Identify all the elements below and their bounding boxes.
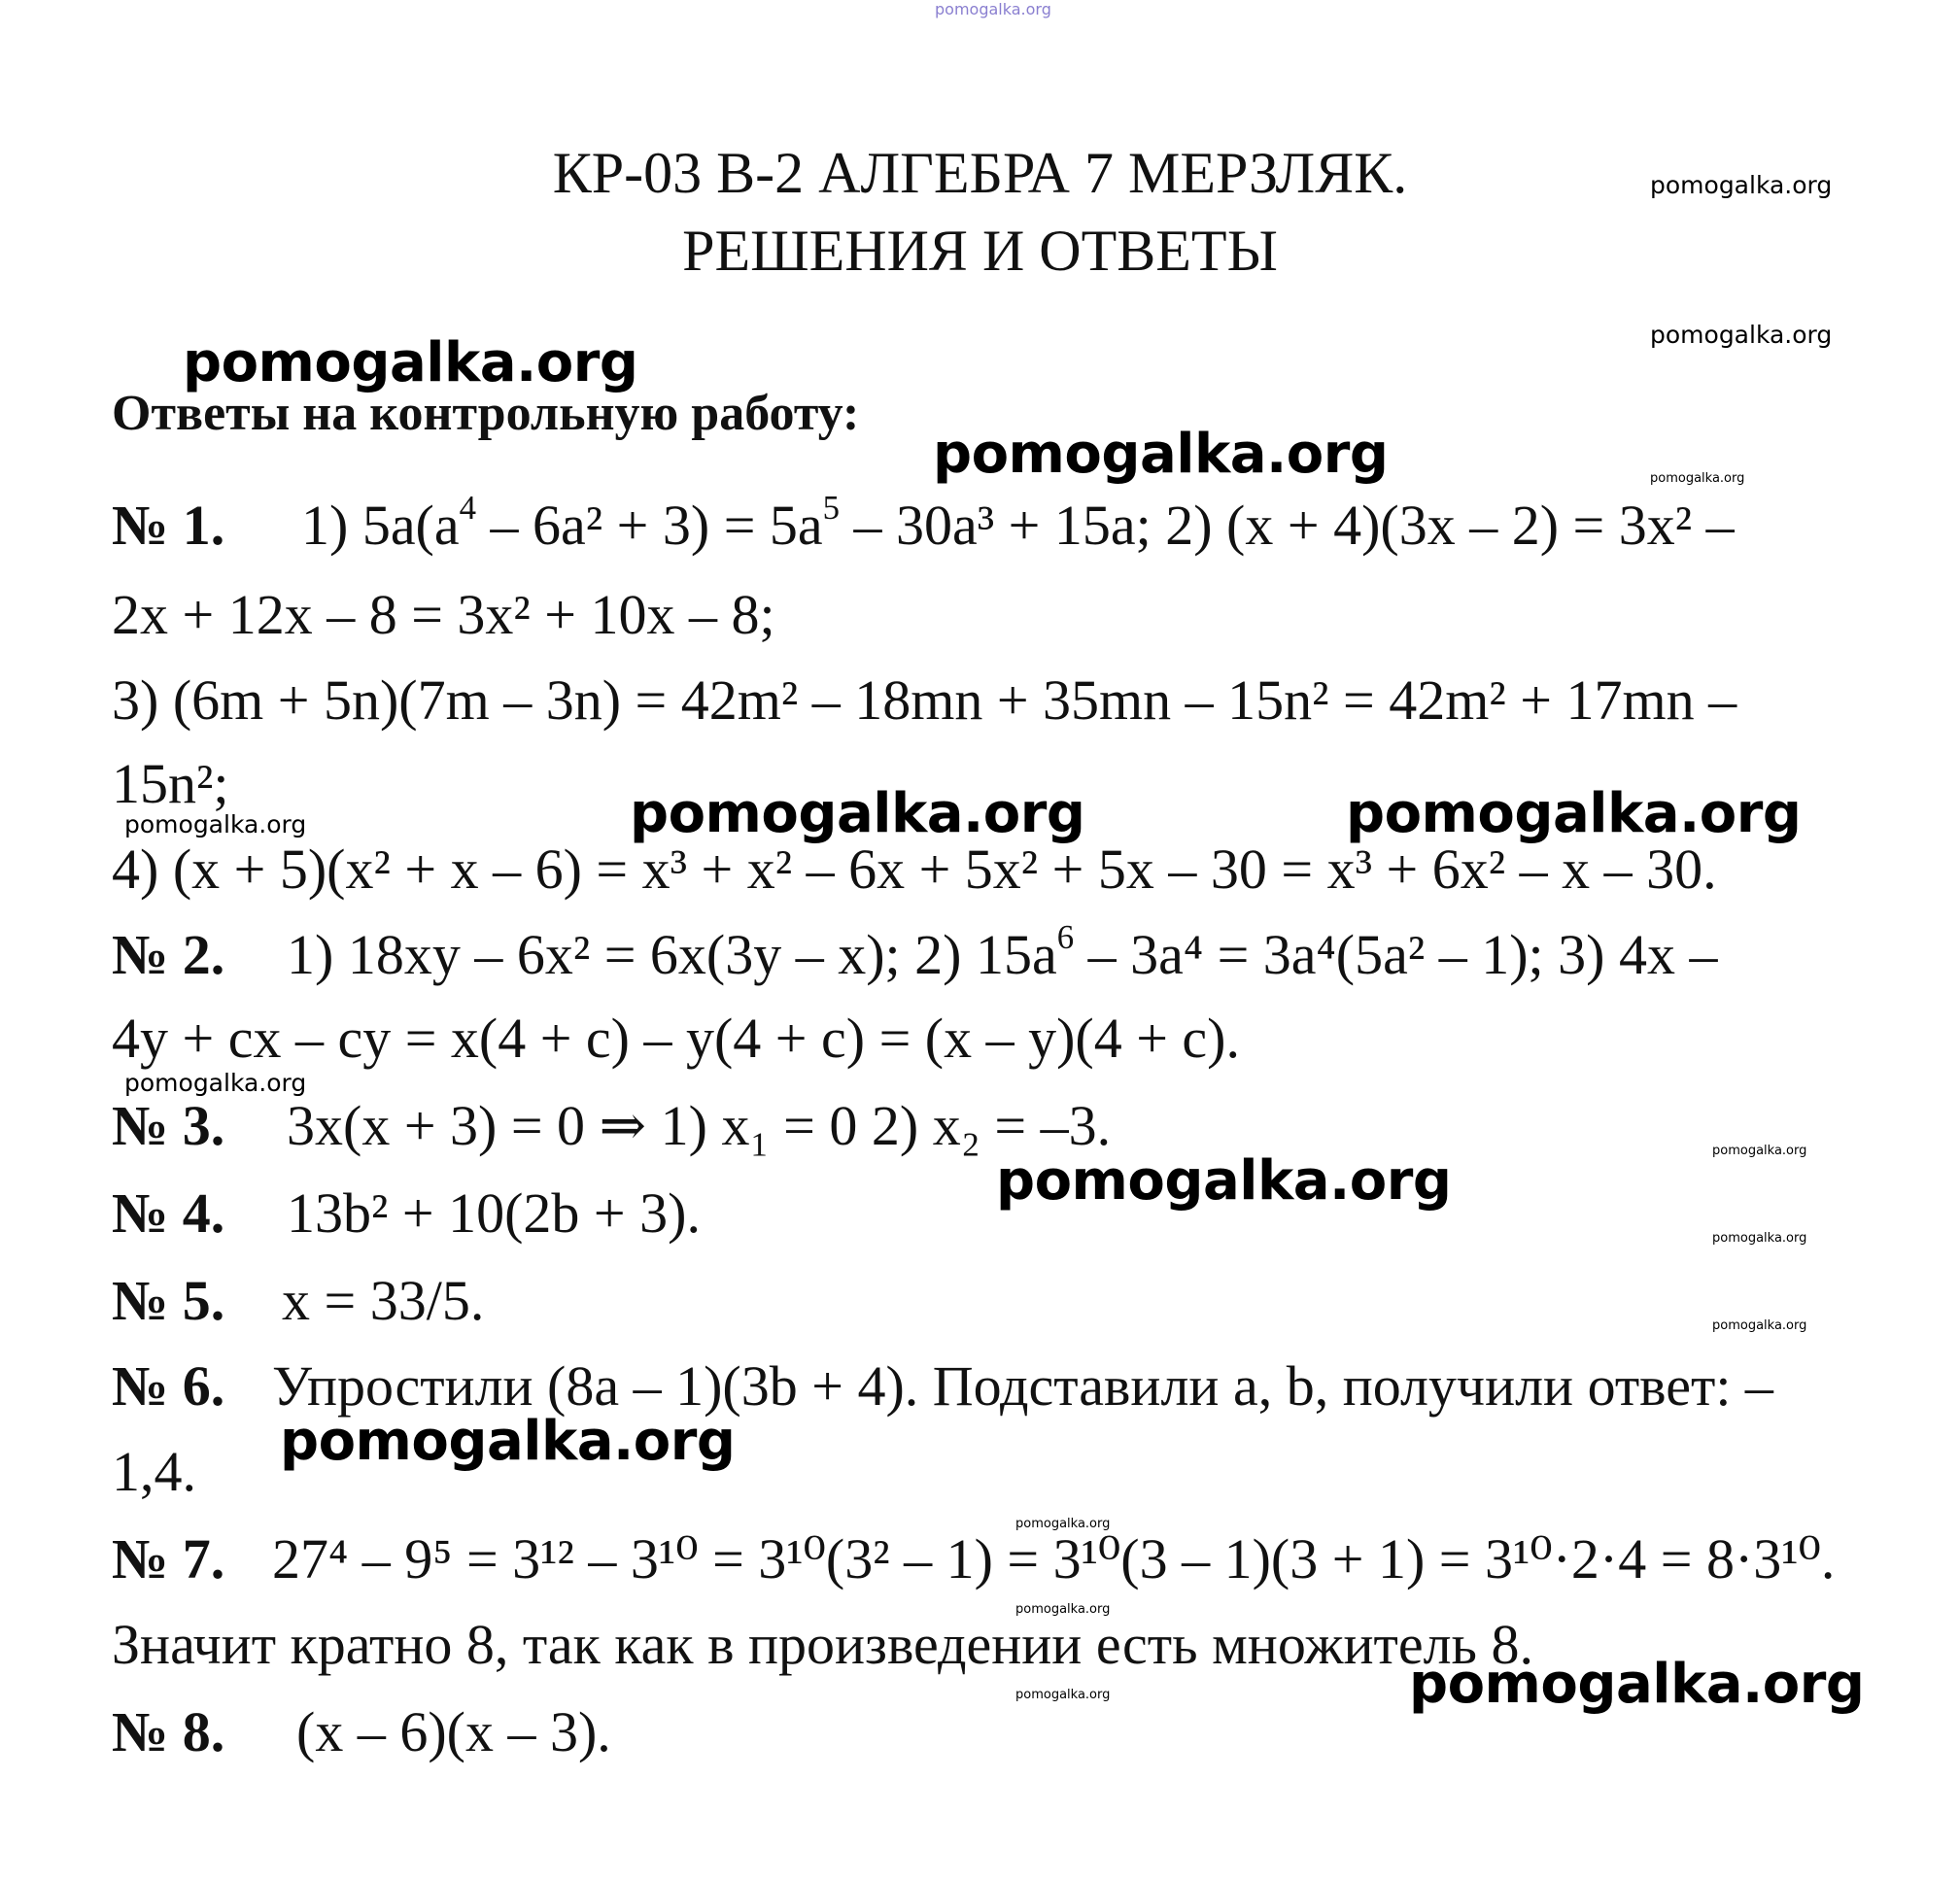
watermark: pomogalka.org <box>630 782 1085 845</box>
answer-number: № 7. <box>112 1527 225 1590</box>
watermark: pomogalka.org <box>1409 1653 1865 1716</box>
answer-1-line-5: 4) (x + 5)(x² + x – 6) = x³ + x² – 6x + 5x² + 5x – 30 = x³ + 6x² – x – 30. <box>112 838 1717 901</box>
watermark: pomogalka.org <box>996 1149 1452 1213</box>
answer-number: № 6. <box>112 1354 225 1418</box>
answers-heading: Ответы на контрольную работу: <box>112 386 860 441</box>
answer-4: № 4. 13b² + 10(2b + 3). <box>112 1181 701 1245</box>
watermark: pomogalka.org <box>1015 1602 1111 1617</box>
answer-7-line-1: № 7. 27⁴ – 9⁵ = 3¹² – 3¹⁰ = 3¹⁰(3² – 1) = 3¹⁰(3 – 1)(3 + 1) = 3¹⁰·2·4 = 8·3¹⁰. <box>112 1527 1836 1590</box>
answer-1-line-2: 2x + 12x – 8 = 3x² + 10x – 8; <box>112 583 775 646</box>
answer-number: № 1. <box>112 494 225 557</box>
answer-1-line-1: № 1. 1) $5a(a^4 - 6a^2 + 3) = 5a^5 - 30a^3 + 15a$; 2) (x + 4)(3x – 2) = 3x² – <box>112 488 1735 557</box>
watermark: pomogalka.org <box>1712 1144 1807 1158</box>
watermark: pomogalka.org <box>1650 171 1833 199</box>
answer-5: № 5. x = 33/5. <box>112 1269 485 1332</box>
answer-2-line-1: № 2. 1) 18xy – 6x² = 6x(3y – x); 2) $15a^6 - 3a^4 = 3a^4(5a^2 - 1)$; 3) 4x – <box>112 917 1718 986</box>
answer-2-line-2: 4y + cx – cy = x(4 + c) – y(4 + c) = (x – y)(4 + c). <box>112 1007 1240 1070</box>
answer-6-line-1: № 6. Упростили (8a – 1)(3b + 4). Подставили a, b, получили ответ: – <box>112 1354 1773 1418</box>
watermark: pomogalka.org <box>183 331 638 394</box>
answer-7-line-2: Значит кратно 8, так как в произведении есть множитель 8. <box>112 1613 1533 1676</box>
answer-number: № 3. <box>112 1094 225 1157</box>
page-subtitle: РЕШЕНИЯ И ОТВЕТЫ <box>682 219 1278 283</box>
watermark: pomogalka.org <box>280 1410 736 1473</box>
answer-1-line-3: 3) (6m + 5n)(7m – 3n) = 42m² – 18mn + 35mn – 15n² = 42m² + 17mn – <box>112 668 1737 732</box>
top-watermark: pomogalka.org <box>935 0 1051 18</box>
watermark: pomogalka.org <box>1712 1318 1807 1333</box>
watermark: pomogalka.org <box>933 423 1389 486</box>
answer-1-line-4: 15n²; <box>112 752 229 815</box>
answer-number: № 5. <box>112 1269 225 1332</box>
answer-number: № 4. <box>112 1181 225 1245</box>
watermark: pomogalka.org <box>1346 782 1802 845</box>
watermark: pomogalka.org <box>1712 1231 1807 1246</box>
answer-8: № 8. (x – 6)(x – 3). <box>112 1700 611 1763</box>
answer-6-line-2: 1,4. <box>112 1440 196 1503</box>
watermark: pomogalka.org <box>1015 1688 1111 1702</box>
watermark: pomogalka.org <box>1015 1517 1111 1531</box>
answer-number: № 2. <box>112 923 225 986</box>
watermark: pomogalka.org <box>1650 471 1745 486</box>
answer-3: № 3. 3x(x + 3) = 0 ⇒ 1) x₁ = 0 2) x₂ = –3. <box>112 1094 1112 1157</box>
watermark: pomogalka.org <box>1650 321 1833 349</box>
page-title: КР-03 В-2 АЛГЕБРА 7 МЕРЗЛЯК. <box>552 141 1408 205</box>
watermark: pomogalka.org <box>124 1069 307 1097</box>
answer-number: № 8. <box>112 1700 225 1763</box>
watermark: pomogalka.org <box>124 810 307 838</box>
